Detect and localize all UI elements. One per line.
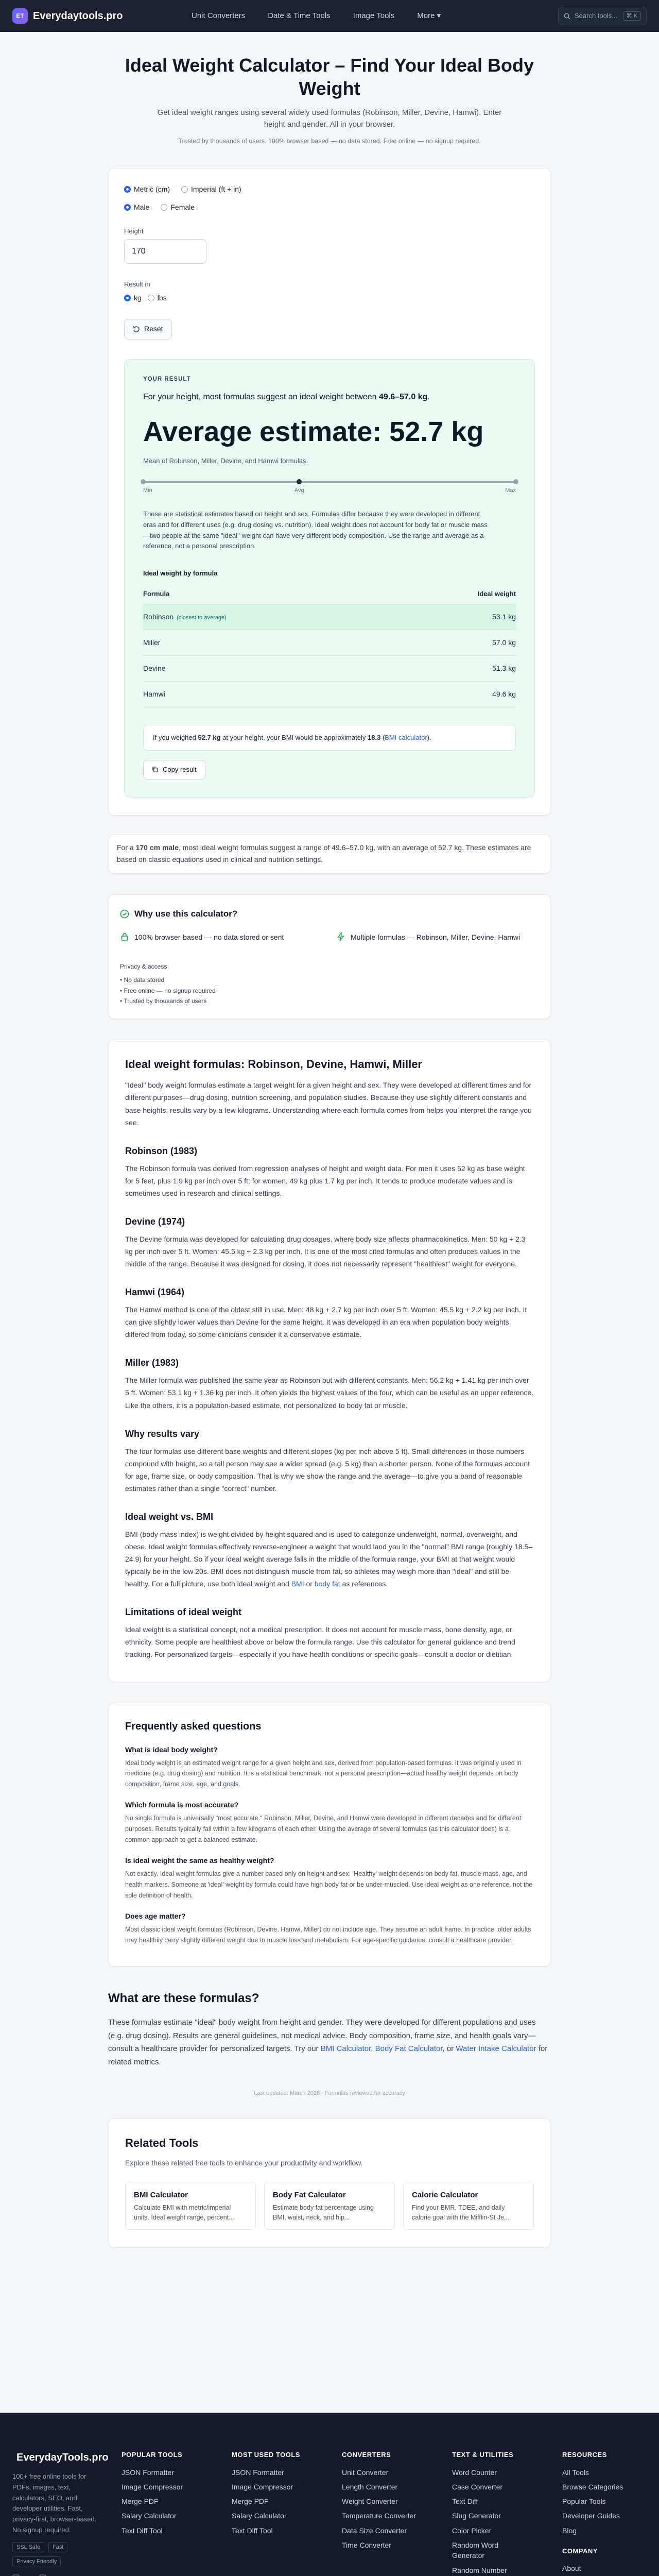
footer-link[interactable]: Text Diff Tool [232, 2526, 273, 2535]
footer-col-heading: MOST USED TOOLS [232, 2451, 300, 2459]
feature-list [120, 932, 539, 943]
faq-title: Frequently asked questions [125, 1720, 262, 1732]
bmi-note-pre: If you weighed [153, 734, 196, 742]
result-panel [124, 359, 535, 798]
radio-unchecked-icon [181, 186, 188, 193]
footer-link[interactable]: Random Number [452, 2566, 507, 2574]
faq-question: Does age matter? [125, 1912, 186, 1921]
gender-female-label: Female [170, 202, 195, 211]
formula-name: Miller [143, 630, 398, 656]
brand-logo-icon: ET [12, 8, 28, 24]
radio-unchecked-icon [148, 295, 154, 301]
result-sentence-text: For your height, most formulas suggest an ideal weight between [143, 393, 377, 401]
bmi-text-or: or [306, 1580, 313, 1588]
article-intro: "Ideal" body weight formulas estimate a target weight for a given height and sex. They were developed at different times and for different purposes—drug dosing, nutrition screening, and population studies. Because they use slightly different constants and base heights, results vary by a few kilograms. Understanding where each formula comes from helps you interpret the range you see. [125, 1081, 532, 1127]
feature-browser [120, 932, 310, 943]
why-use-section [108, 894, 551, 1019]
faq-question: What is ideal body weight? [125, 1745, 218, 1754]
footer-col-resources [562, 2450, 650, 2576]
result-range: 49.6–57.0 kg [379, 393, 428, 401]
devine-text: The Devine formula was developed for calculating drug dosages, where body size affects pharmacokinetics. Men: 50 kg + 2.3 kg per inch over 5 ft. Women: 45.5 kg + 2.3 kg per inch. It is one of the most cited formulas and often produces values in the middle of the range. Because it was designed for dosing, it does not necessarily represent "healthiest" weight for everyone. [125, 1234, 526, 1268]
vary-text: The four formulas use different base weights and different slopes (kg per inch above 5 ft). Small differences in those numbers compound with height, so a tall person may see a wider spread (e.g. 5 kg) than a shorter person. None of the formulas account for age, frame size, or body composition. That is why we show the range and the average—to give you a band of reasonable estimates rather than a single "correct" number. [125, 1447, 530, 1493]
last-updated: Last updated: March 2026 · Formulas reviewed for accuracy [254, 2090, 405, 2097]
height-input[interactable] [124, 239, 206, 264]
why-use-title-text: Why use this calculator? [134, 909, 238, 919]
footer-link[interactable]: Text Diff [452, 2497, 478, 2506]
reset-icon [133, 326, 140, 333]
footer-col-heading: RESOURCES [562, 2451, 607, 2459]
col-weight: Ideal weight [398, 585, 516, 604]
mean-note: Mean of Robinson, Miller, Devine, and Hamwi formulas. [143, 456, 308, 465]
footer-link[interactable]: Color Picker [452, 2526, 492, 2535]
lightning-icon [336, 932, 345, 941]
page-subtitle: Get ideal weight ranges using several widely used formulas (Robinson, Miller, Devine, Hamwi). Enter height and gender. All in your browser. [157, 108, 502, 129]
reset-button[interactable] [124, 319, 172, 340]
table-row [143, 682, 516, 707]
badge-privacy: Privacy Friendly [12, 2556, 61, 2567]
col-formula: Formula [143, 585, 398, 604]
footer-col-most-used [232, 2450, 300, 2540]
what-text-end: for related metrics. [108, 2044, 548, 2066]
footer-link[interactable]: JSON Formatter [122, 2468, 174, 2477]
formula-name: Hamwi [143, 682, 398, 707]
gender-female-radio[interactable] [161, 202, 195, 213]
privacy-title: Privacy & access [120, 962, 167, 970]
related-card-title: BMI Calculator [134, 2190, 188, 2199]
devine-heading: Devine (1974) [125, 1216, 185, 1227]
summary-post: , most ideal weight formulas suggest a range of 49.6–57.0 kg, with an average of 52.7 kg. These estimates are based on classic equations used in clinical and nutrition settings. [117, 843, 531, 864]
bmi-calculator-link[interactable]: BMI Calculator [320, 2044, 371, 2054]
unit-imperial-label: Imperial (ft + in) [191, 184, 241, 193]
footer-link[interactable]: Temperature Converter [342, 2512, 416, 2520]
footer-col-popular [122, 2450, 183, 2540]
formulas-article [108, 1040, 551, 1682]
what-sep: , [371, 2044, 373, 2054]
robinson-text: The Robinson formula was derived from regression analyses of height and weight data. For men it uses 52 kg as base weight for 5 feet, plus 1.9 kg per inch over 5 ft; for women, 49 kg plus 1.7 kg per inch. It tends to produce moderate values and is sometimes used in research and clinical settings. [125, 1164, 525, 1197]
bmi-note-mid: at your height, your BMI would be approximately [222, 734, 366, 742]
footer-badges [12, 2542, 100, 2567]
scale-min-marker [141, 479, 146, 484]
feature-formulas-text: Multiple formulas — Robinson, Miller, Devine, Hamwi [351, 933, 521, 941]
bmi-note-value: 18.3 [368, 734, 381, 742]
footer-link[interactable]: Merge PDF [232, 2497, 269, 2506]
search-box[interactable] [558, 7, 647, 25]
result-in-label: Result in [124, 280, 150, 289]
radio-checked-icon [124, 204, 131, 211]
what-text [108, 2016, 551, 2069]
what-text-body: These formulas estimate "ideal" body weight from height and gender. They were developed for different populations and uses (e.g. drug dosing). Results are general guidelines, not medical advice. Body composition, frame size, and health goals vary—consult a healthcare provider for personalized targets. Try our [108, 2018, 536, 2054]
reset-label: Reset [144, 325, 163, 333]
search-placeholder: Search tools... [575, 12, 618, 20]
scale-max-marker [513, 479, 518, 484]
page-title: Ideal Weight Calculator – Find Your Ideal Body Weight [125, 55, 534, 99]
footer-link[interactable]: Salary Calculator [122, 2512, 177, 2520]
formula-name [143, 604, 398, 630]
footer-link[interactable]: Salary Calculator [232, 2512, 287, 2520]
bmi-text [125, 1528, 534, 1590]
scale-max-label: Max [505, 487, 516, 494]
unit-metric-radio[interactable] [124, 184, 170, 195]
footer-col-heading: COMPANY [562, 2547, 598, 2555]
footer-link[interactable]: Time Converter [342, 2540, 391, 2549]
formula-weight: 53.1 kg [398, 604, 516, 630]
copy-result-button[interactable] [143, 760, 205, 779]
what-sep: , or [442, 2044, 454, 2054]
feature-browser-text: 100% browser-based — no data stored or sent [134, 933, 284, 941]
radio-checked-icon [124, 186, 131, 193]
related-card-bmi[interactable] [125, 2182, 256, 2230]
nav-links [192, 10, 558, 22]
summary-pre: For a [117, 843, 134, 852]
related-card-title: Calorie Calculator [412, 2190, 478, 2199]
bmi-link[interactable]: BMI [291, 1580, 304, 1588]
hamwi-heading: Hamwi (1964) [125, 1287, 185, 1298]
bmi-calculator-link[interactable]: BMI calculator [385, 734, 427, 742]
faq-answer: Not exactly. Ideal weight formulas give a number based only on height and sex. 'Healthy' weight depends on body fat, muscle mass, age, and health markers. Someone at 'ideal' weight by formula could have high body fat or be under-muscled. Use ideal weight as one reference, not the sole definition of health. [125, 1870, 533, 1899]
related-card-calorie[interactable] [403, 2182, 534, 2230]
footer-col-heading: POPULAR TOOLS [122, 2451, 183, 2459]
formula-name: Devine [143, 656, 398, 682]
footer-link[interactable]: Weight Converter [342, 2497, 398, 2506]
footer-link[interactable]: Blog [562, 2526, 577, 2535]
result-sentence: For your height, most formulas suggest an ideal weight between 49.6–57.0 kg. [143, 393, 430, 401]
formula-weight: 57.0 kg [398, 630, 516, 656]
what-are-formulas [108, 1989, 551, 2069]
article-title: Ideal weight formulas: Robinson, Devine, Hamwi, Miller [125, 1058, 422, 1071]
formula-table-title: Ideal weight by formula [143, 569, 218, 578]
faq-section [108, 1703, 551, 1967]
scale-track [143, 481, 516, 483]
table-row [143, 604, 516, 630]
faq-answer: Most classic ideal weight formulas (Robinson, Devine, Hamwi, Miller) do not include age. They assume an adult frame. In practice, older adults may healthily carry slightly different weight due to muscle loss and metabolism. For age-specific guidance, consult a healthcare provider. [125, 1926, 531, 1944]
brand[interactable] [12, 8, 192, 24]
related-title: Related Tools [125, 2136, 199, 2149]
nav-unit-converters[interactable]: Unit Converters [192, 11, 246, 20]
footer-description: 100+ free online tools for PDFs, images, text, calculators, SEO, and developer utilities. Fast, privacy-first, browser-based. No signup required. [12, 2472, 97, 2534]
footer-link[interactable]: Slug Generator [452, 2512, 501, 2520]
miller-text: The Miller formula was published the same year as Robinson but with different constants. Men: 56.2 kg + 1.41 kg per inch over 5 ft. Women: 53.1 kg + 1.36 kg per inch. It often yields the highest values of the four, which can be useful as an upper reference. Like the others, it is a population-based estimate, not personalized to body fat or muscle. [125, 1376, 534, 1410]
scale-min-label: Min [143, 487, 152, 494]
why-use-title [120, 907, 539, 921]
top-navbar [0, 0, 659, 32]
bmi-note-weight: 52.7 kg [198, 734, 221, 742]
formula-weight: 51.3 kg [398, 656, 516, 682]
footer-link[interactable]: Image Compressor [122, 2482, 183, 2491]
faq-answer: No single formula is universally "most accurate." Robinson, Miller, Devine, and Hamwi were developed in different decades and for different purposes. Results typically fall within a few kilograms of each other. Using the average of several formulas (as this calculator does) is a common approach to get a balanced estimate. [125, 1815, 522, 1843]
copy-result-label: Copy result [163, 765, 197, 773]
lock-icon [120, 932, 129, 941]
related-grid [125, 2182, 534, 2230]
gender-selector [124, 202, 535, 213]
bmi-text-end: as references. [342, 1580, 388, 1588]
hero [0, 32, 659, 157]
footer-brand-name[interactable] [12, 2450, 109, 2465]
table-row [143, 630, 516, 656]
footer-link[interactable]: Text Diff Tool [122, 2526, 163, 2535]
nav-date-time-tools[interactable]: Date & Time Tools [268, 11, 331, 20]
footer-link[interactable]: Length Converter [342, 2482, 398, 2491]
related-card-desc: Estimate body fat percentage using BMI, waist, neck, and hip... [273, 2204, 374, 2221]
result-lbs-label: lbs [157, 293, 167, 302]
search-shortcut: ⌘ K [623, 11, 641, 21]
gender-male-label: Male [134, 202, 150, 211]
search-icon [564, 13, 570, 20]
what-title: What are these formulas? [108, 1991, 259, 2006]
footer-col-heading: TEXT & UTILITIES [452, 2451, 514, 2459]
footer-col-converters [342, 2450, 416, 2554]
footer-link[interactable]: Image Compressor [232, 2482, 293, 2491]
related-card-desc: Find your BMR, TDEE, and daily calorie goal with the Mifflin-St Je... [412, 2204, 510, 2221]
badge-fast: Fast [48, 2542, 67, 2553]
unit-imperial-radio[interactable] [181, 184, 241, 195]
footer-link[interactable]: Unit Converter [342, 2468, 389, 2477]
formula-name-text: Robinson [143, 613, 174, 621]
result-unit-selector [124, 293, 535, 303]
bmi-note: If you weighed 52.7 kg at your height, your BMI would be approximately 18.3 (BMI calculator). [143, 725, 516, 751]
privacy-item: • Free online — no signup required [120, 987, 216, 994]
unit-selector [124, 184, 535, 195]
limitations-heading: Limitations of ideal weight [125, 1607, 242, 1618]
related-card-title: Body Fat Calculator [273, 2190, 346, 2199]
range-scale [143, 479, 516, 492]
result-lbs-radio[interactable] [148, 293, 167, 303]
nav-more-label: More [417, 11, 435, 20]
privacy-item: • Trusted by thousands of users [120, 997, 207, 1005]
body-fat-calculator-link[interactable]: Body Fat Calculator [375, 2044, 443, 2054]
miller-heading: Miller (1983) [125, 1358, 179, 1368]
footer-link[interactable]: JSON Formatter [232, 2468, 284, 2477]
water-intake-calculator-link[interactable]: Water Intake Calculator [456, 2044, 536, 2054]
calculator-card [108, 168, 551, 816]
footer-col-text-utilities [452, 2450, 524, 2576]
footer-col-heading: CONVERTERS [342, 2451, 391, 2459]
radio-checked-icon [124, 295, 131, 301]
footer-link[interactable]: Random Word Generator [452, 2540, 499, 2560]
footer-link[interactable]: Merge PDF [122, 2497, 159, 2506]
feature-formulas [336, 932, 527, 943]
privacy-access [120, 961, 539, 1007]
bmi-heading: Ideal weight vs. BMI [125, 1511, 214, 1522]
related-subtitle: Explore these related free tools to enhance your productivity and workflow. [125, 2158, 363, 2167]
result-kg-radio[interactable] [124, 293, 142, 303]
footer-link[interactable]: Data Size Converter [342, 2526, 407, 2535]
footer-link[interactable]: Case Converter [452, 2482, 503, 2491]
footer [0, 2413, 659, 2576]
average-estimate: Average estimate: 52.7 kg [143, 416, 484, 447]
badge-ssl: SSL Safe [12, 2542, 44, 2553]
unit-metric-label: Metric (cm) [134, 184, 170, 193]
footer-link[interactable]: About [562, 2564, 581, 2573]
limitations-text: Ideal weight is a statistical concept, not a medical prescription. It does not account for muscle mass, bone density, age, or ethnicity. Some people are healthiest above or below the formula range. Use this calculator for general guidance and trend tracking. For personalized targets—especially if you have health conditions or specific goals—consult a doctor or dietitian. [125, 1625, 515, 1659]
related-card-body-fat[interactable] [264, 2182, 395, 2230]
trust-line: Trusted by thousands of users. 100% browser based — no data stored. Free online — no signup required. [178, 138, 481, 145]
table-header-row [143, 585, 516, 604]
copy-icon [152, 766, 159, 773]
privacy-item: • No data stored [120, 976, 165, 984]
summary-height: 170 cm male [135, 843, 179, 852]
formula-table [143, 585, 516, 708]
footer-link[interactable]: Popular Tools [562, 2497, 606, 2506]
table-row [143, 656, 516, 682]
body-fat-link[interactable]: body fat [314, 1580, 340, 1588]
brand-name: Everydaytools.pro [33, 10, 123, 22]
footer-link[interactable]: Word Counter [452, 2468, 497, 2477]
result-label: YOUR RESULT [143, 376, 191, 382]
hamwi-text: The Hamwi method is one of the oldest still in use. Men: 48 kg + 2.7 kg per inch over 5 ft. Women: 45.5 kg + 2.2 kg per inch. It can give slightly lower values than Devine for the same height. It was developed in an era when population body weights differed from today, so some clinicians consider it a conservative estimate. [125, 1306, 527, 1339]
chevron-down-icon: ▾ [437, 11, 441, 20]
faq-question: Which formula is most accurate? [125, 1801, 239, 1809]
shield-check-icon [120, 909, 129, 919]
related-card-desc: Calculate BMI with metric/imperial units. Ideal weight range, percent... [134, 2204, 234, 2221]
nav-image-tools[interactable]: Image Tools [353, 11, 395, 20]
faq-answer: Ideal body weight is an estimated weight range for a given height and sex, derived from population-based formulas. It was originally used in medicine (e.g. drug dosing) and nutrition. It is a statistical benchmark, not a personal prescription—actual healthy weight depends on body composition, frame size, age, and goals. [125, 1759, 522, 1788]
vary-heading: Why results vary [125, 1428, 200, 1439]
footer-brand-text: EverydayTools.pro [16, 2452, 109, 2463]
footer-link[interactable]: All Tools [562, 2468, 589, 2477]
nav-more[interactable] [417, 10, 441, 22]
footer-link[interactable]: Browse Categories [562, 2482, 623, 2491]
result-disclaimer: These are statistical estimates based on height and sex. Formulas differ because they were developed in different eras and for different uses (e.g. drug dosing vs. nutrition). Ideal weight does not account for body fat or muscle mass—two people at the same "ideal" weight can have very different body composition. Use the range and average as a reference, not a personal prescription. [143, 510, 488, 550]
scale-avg-label: Avg [294, 487, 304, 494]
faq-question: Is ideal weight the same as healthy weight? [125, 1856, 274, 1865]
footer-link[interactable]: Developer Guides [562, 2512, 620, 2520]
formula-weight: 49.6 kg [398, 682, 516, 707]
bmi-text-body: BMI (body mass index) is weight divided by height squared and is used to categorize underweight, normal, overweight, and obese. Ideal weight formulas effectively reverse-engineer a weight that would land you in the "normal" BMI range (roughly 18.5–24.9) for your height. So if your ideal weight average falls in the middle of the formula range, your BMI at that weight would typically be in the low 20s. BMI does not distinguish muscle from fat, so athletes may weigh more than "ideal" and still be healthy. For a full picture, use both ideal weight and [125, 1530, 533, 1588]
footer-brand [12, 2450, 109, 2576]
result-kg-label: kg [134, 293, 142, 302]
scale-avg-marker [297, 479, 302, 484]
robinson-heading: Robinson (1983) [125, 1145, 198, 1156]
gender-male-radio[interactable] [124, 202, 149, 213]
height-label: Height [124, 227, 144, 235]
related-tools [108, 2119, 551, 2248]
radio-unchecked-icon [161, 204, 167, 211]
closest-badge: (closest to average) [177, 615, 227, 621]
summary-box [108, 834, 551, 874]
